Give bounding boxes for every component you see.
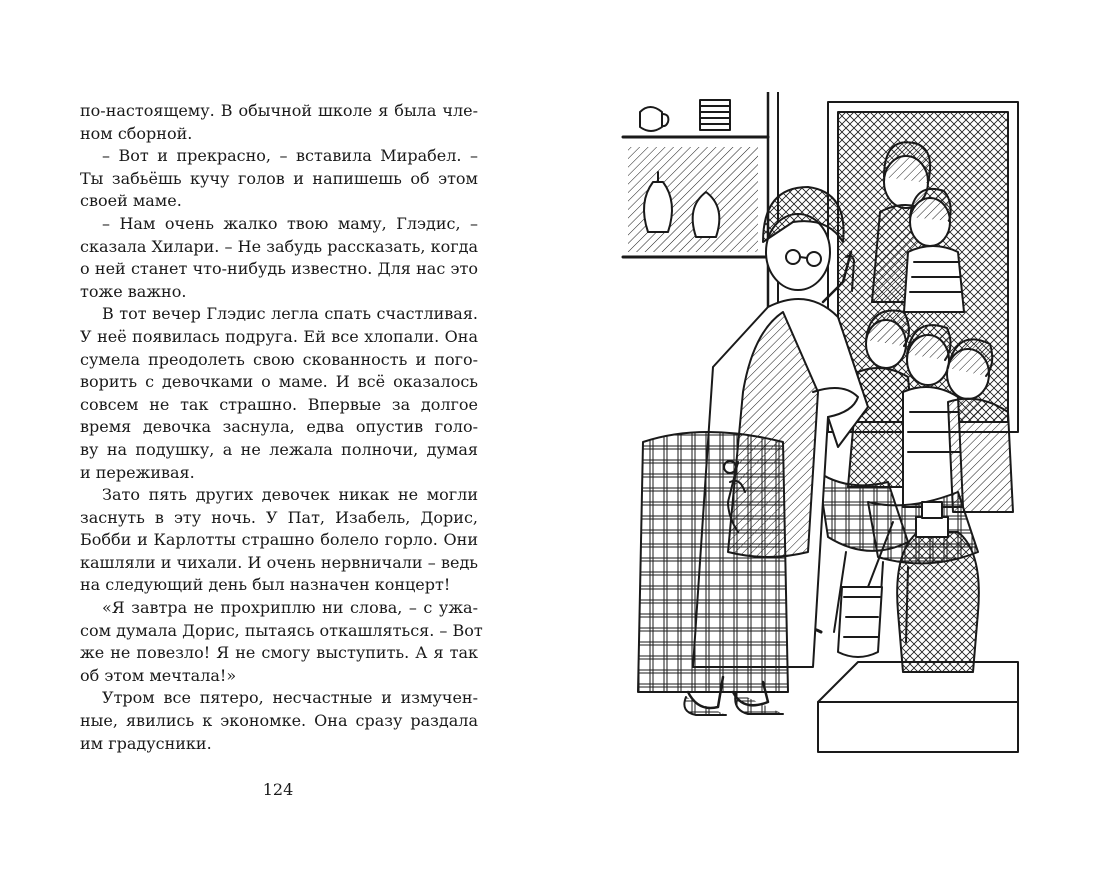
text-line: – Вот и прекрасно, – вставила Мирабел. – (102, 146, 478, 166)
text-line: время девочка заснула, едва опустив голо- (80, 417, 478, 437)
text-line: ву на подушку, а не лежала полночи, думая (80, 439, 478, 459)
text-line: совсем не так страшно. Впервые за долгое (80, 394, 478, 414)
text-line: Бобби и Карлотты страшно болело горло. Они (80, 530, 478, 550)
text-line: Зато пять других девочек никак не могли (102, 485, 478, 505)
text-line: У неё появилась подруга. Ей все хлопали. Она (80, 326, 478, 346)
housekeeper (638, 187, 868, 715)
illustration-housekeeper-and-girls (618, 92, 1023, 754)
text-line: В тот вечер Глэдис легла спать счастливая. (102, 304, 478, 324)
text-line: ворить с девочками о маме. И всё оказалось (80, 372, 478, 392)
text-line: же не повезло! Я не смогу выступить. А я так (80, 643, 478, 663)
text-line: сказала Хилари. – Не забудь рассказать, когда (80, 236, 478, 256)
text-line: – Нам очень жалко твою маму, Глэдис, – (102, 213, 478, 233)
text-line: на следующий день был назначен концерт! (80, 575, 451, 595)
text-line: заснуть в эту ночь. У Пат, Изабель, Дорис, (80, 507, 478, 527)
text-line: сумела преодолеть свою скованность и пого- (80, 349, 478, 369)
page-number: 124 (262, 780, 294, 799)
text-line: об этом мечтала!» (80, 665, 237, 685)
text-line: им градусники. (80, 733, 212, 753)
text-line: и переживая. (80, 462, 195, 482)
body-text (80, 100, 483, 755)
text-line: Утром все пятеро, несчастные и измучен- (102, 688, 478, 708)
text-line: своей маме. (80, 191, 182, 211)
text-line: кашляли и чихали. И очень нервничали – ведь (80, 552, 478, 572)
text-line: о ней станет что-нибудь известно. Для нас это (80, 259, 478, 279)
text-line: ном сборной. (80, 123, 193, 143)
text-line: тоже важно. (80, 281, 187, 301)
text-line: сом думала Дорис, пытаясь откашляться. – Вот (80, 620, 483, 640)
text-line: Ты забьёшь кучу голов и напишешь об этом (80, 168, 478, 188)
text-line: «Я завтра не прохриплю ни слова, – с ужа- (102, 598, 478, 618)
text-line: по-настоящему. В обычной школе я была чле- (80, 101, 478, 120)
text-line: ные, явились к экономке. Она сразу раздала (80, 711, 478, 731)
